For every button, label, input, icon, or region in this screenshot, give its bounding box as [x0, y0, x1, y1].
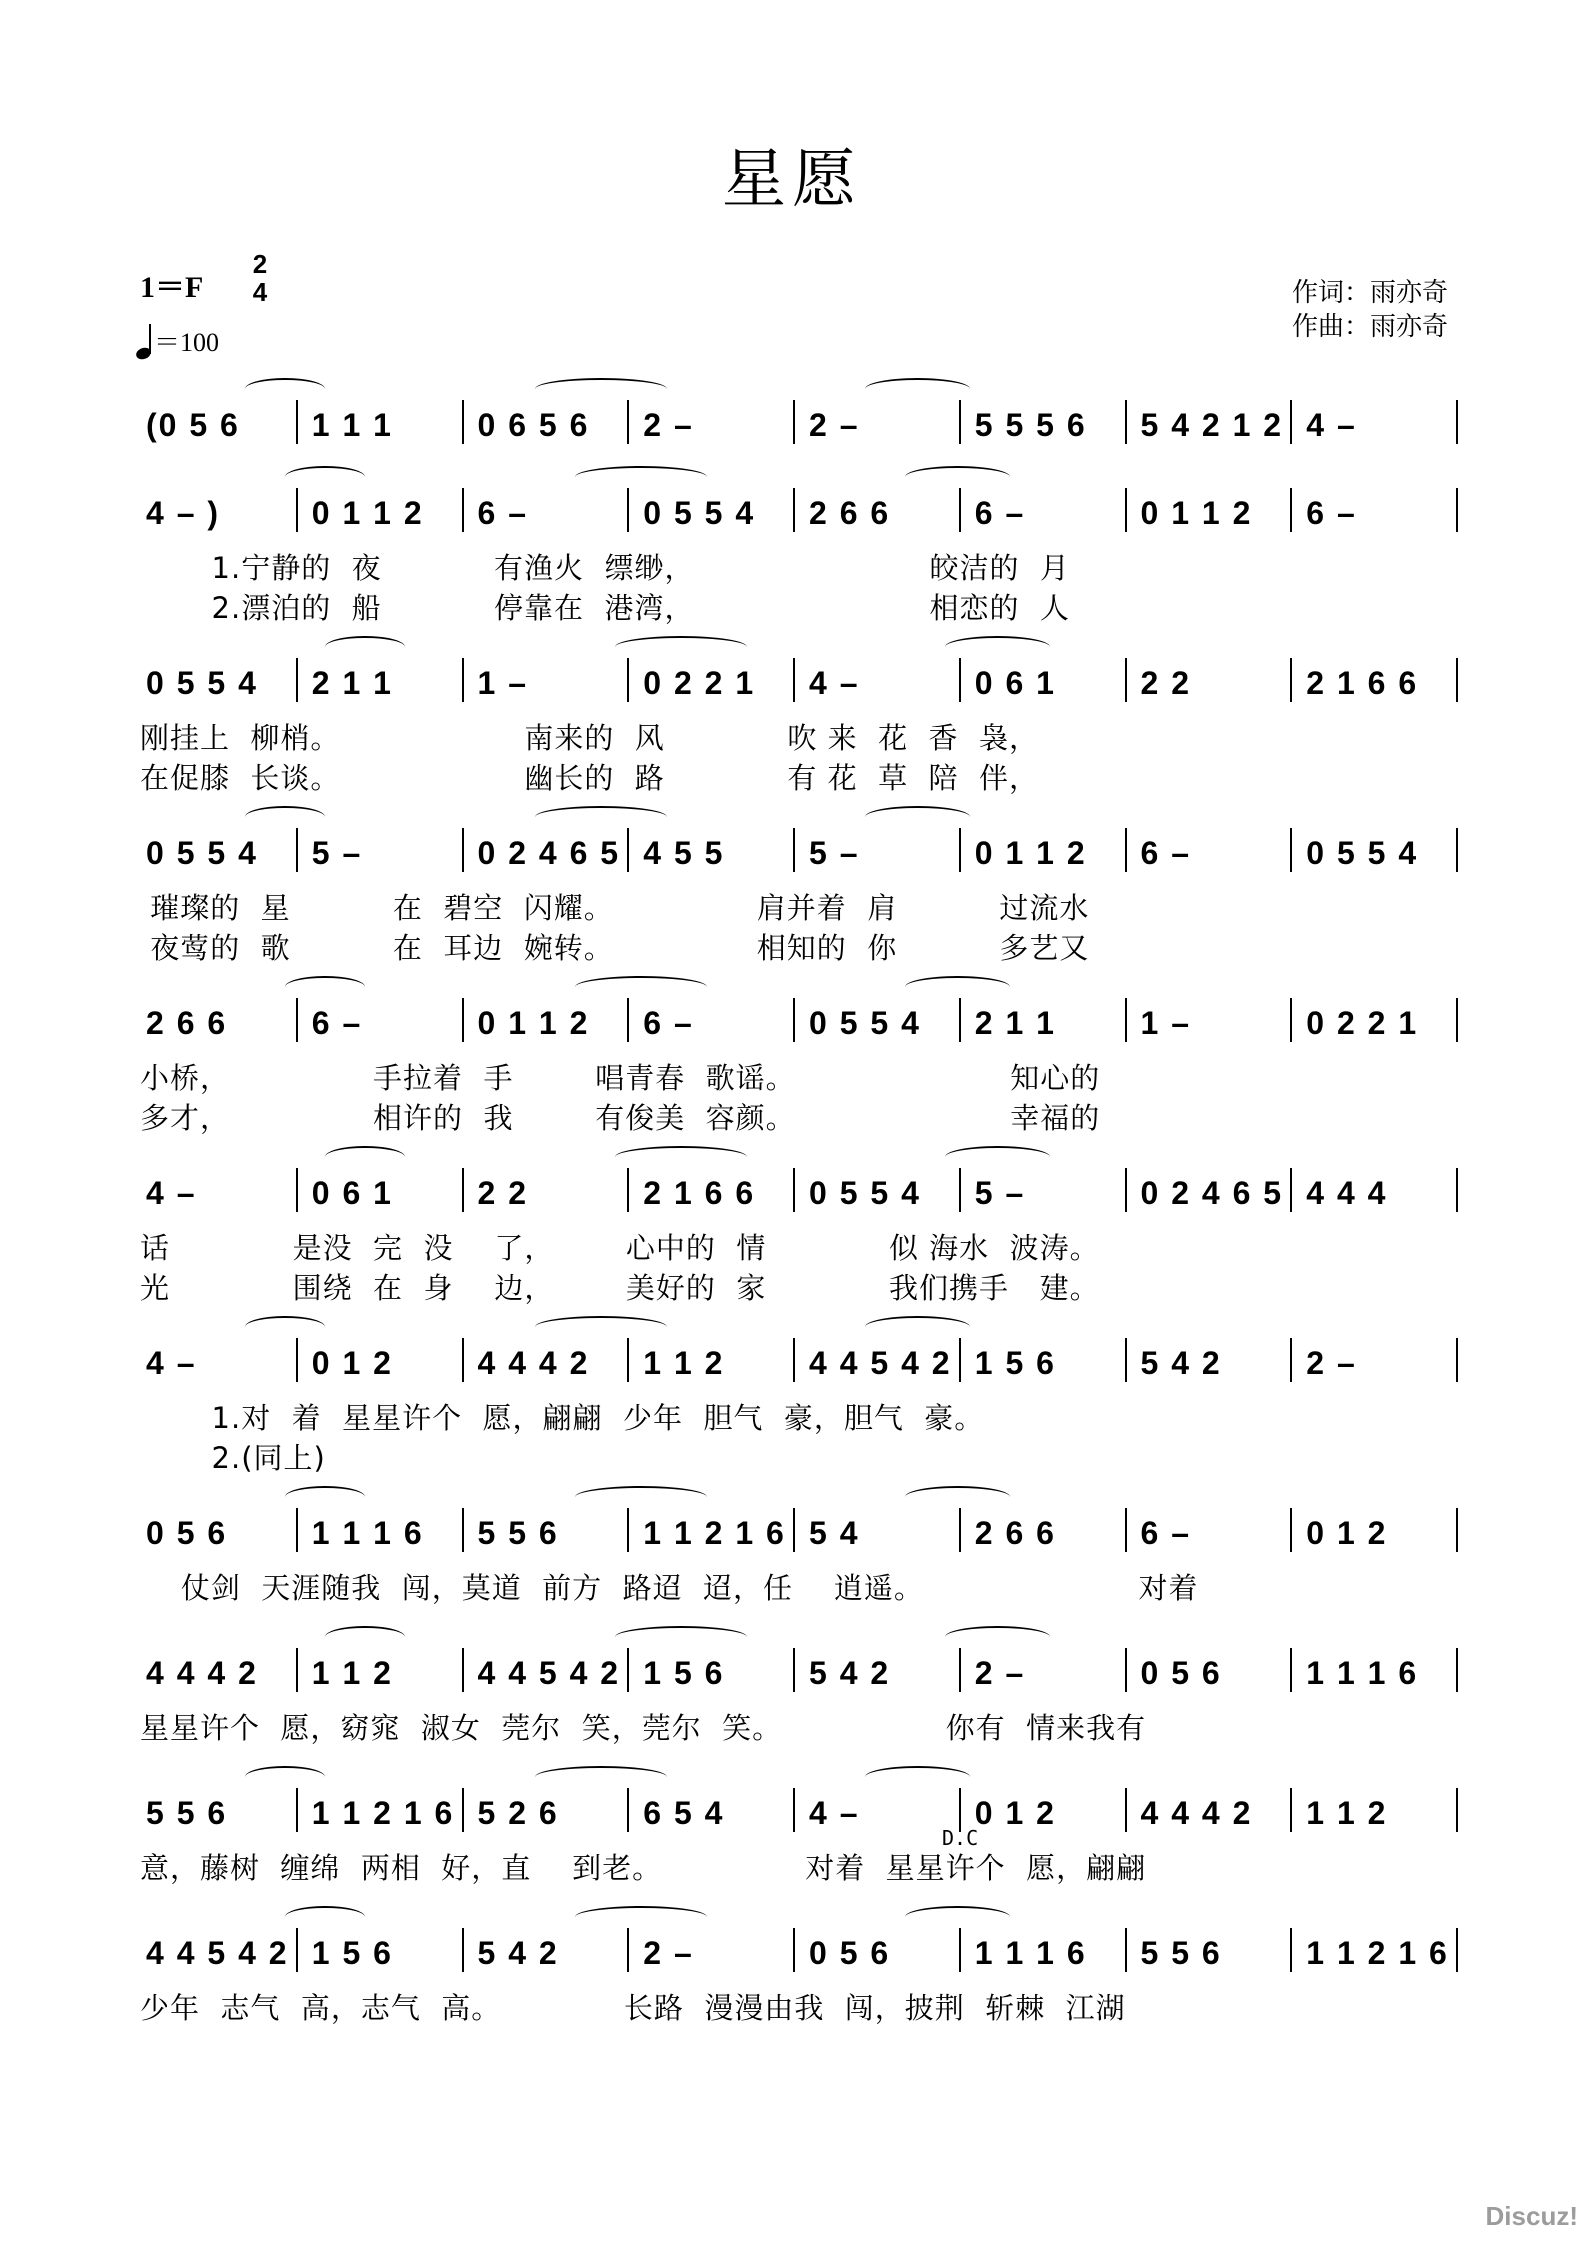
measure: 4 4 4 2 [140, 1648, 298, 1692]
measure: 6 – [298, 998, 464, 1042]
measure: 2 2 [464, 1168, 630, 1212]
staff-system [140, 998, 1458, 1042]
measure: 4 – [795, 658, 961, 702]
measure: 0 5 5 4 [140, 828, 298, 872]
staff-system [140, 488, 1458, 532]
time-signature-top: 2 [252, 249, 268, 279]
measure: 4 4 4 [1292, 1168, 1458, 1212]
note-row [140, 1788, 1458, 1832]
slur-mark [905, 1486, 1010, 1508]
measure: 2 6 6 [140, 998, 298, 1042]
measure: 0 5 6 [140, 1508, 298, 1552]
lyric-line: 少年 志气 高，志气 高。 长路 漫漫由我 闯，披荆 斩棘 江湖 [140, 1991, 1126, 2025]
measure: 0 5 6 [795, 1928, 961, 1972]
lyric-line: 仗剑 天涯随我 闯，莫道 前方 路迢 迢，任 逍遥。 对着 [140, 1571, 1199, 1605]
measure: 2 1 6 6 [1292, 658, 1458, 702]
lyric-line: 刚挂上 柳梢。 南来的 风 吹 来 花 香 袅， [140, 721, 1039, 755]
measure: 0 1 1 2 [961, 828, 1127, 872]
measure: 5 5 6 [1127, 1928, 1293, 1972]
measure: 1 1 1 6 [1292, 1648, 1458, 1692]
time-signature-bottom: 4 [252, 277, 268, 307]
measure: 5 5 5 6 [961, 400, 1127, 444]
measure: 4 – [140, 1338, 298, 1382]
slur-mark [245, 1766, 324, 1788]
slur-mark [325, 1626, 404, 1648]
lyric-line: 2.(同上) [140, 1441, 326, 1475]
measure: 5 2 6 [464, 1788, 630, 1832]
page-title: 星愿 [722, 143, 862, 217]
measure: 0 2 2 1 [629, 658, 795, 702]
staff-system [140, 1788, 1458, 1832]
measure: 2 1 6 6 [629, 1168, 795, 1212]
note-row [140, 1338, 1458, 1382]
staff-system [140, 1508, 1458, 1552]
slur-mark [325, 636, 404, 658]
measure: 5 4 2 [464, 1928, 630, 1972]
measure: 4 – [140, 1168, 298, 1212]
slur-mark [535, 806, 667, 828]
measure: 1 1 1 6 [961, 1928, 1127, 1972]
measure: 0 1 1 2 [1127, 488, 1293, 532]
measure: 1 1 2 [298, 1648, 464, 1692]
measure: 4 4 4 2 [464, 1338, 630, 1382]
slur-mark [285, 466, 364, 488]
composer-credit: 作曲：雨亦奇 [1291, 312, 1448, 342]
measure: 4 – ) [140, 488, 298, 532]
key-signature: 1＝F [140, 271, 204, 304]
slur-mark [905, 976, 1010, 998]
measure: 1 1 2 [1292, 1788, 1458, 1832]
note-row [140, 658, 1458, 702]
lyric-line: 璀璨的 星 在 碧空 闪耀。 肩并着 肩 过流水 [140, 891, 1090, 925]
measure: 1 1 2 [629, 1338, 795, 1382]
measure: 1 1 2 1 6 [298, 1788, 464, 1832]
watermark: Discuz! [1485, 2201, 1578, 2231]
measure: 4 – [795, 1788, 961, 1832]
slur-mark [945, 636, 1050, 658]
measure: 1 – [464, 658, 630, 702]
measure: 5 4 2 1 2 [1127, 400, 1293, 444]
slur-mark [285, 976, 364, 998]
measure: 2 1 1 [961, 998, 1127, 1042]
staff-system [140, 1168, 1458, 1212]
measure: 6 – [1292, 488, 1458, 532]
tempo-value: ＝100 [154, 328, 220, 357]
measure: 2 – [961, 1648, 1127, 1692]
slur-mark [945, 1146, 1050, 1168]
measure: 5 4 [795, 1508, 961, 1552]
slur-mark [285, 1906, 364, 1928]
note-row [140, 1928, 1458, 1972]
measure: 2 2 [1127, 658, 1293, 702]
lyricist-credit: 作词：雨亦奇 [1291, 278, 1448, 308]
slur-mark [535, 378, 667, 400]
measure: 4 5 5 [629, 828, 795, 872]
staff-system [140, 1338, 1458, 1382]
measure: 0 6 1 [298, 1168, 464, 1212]
measure: 0 1 1 2 [464, 998, 630, 1042]
staff-system [140, 828, 1458, 872]
lyric-line: 星星许个 愿，窈窕 淑女 莞尔 笑，莞尔 笑。 你有 情来我有 [140, 1711, 1147, 1745]
measure: 2 – [629, 400, 795, 444]
measure: 2 – [629, 1928, 795, 1972]
measure: 5 – [961, 1168, 1127, 1212]
slur-mark [535, 1316, 667, 1338]
slur-mark [615, 1146, 747, 1168]
staff-system [140, 658, 1458, 702]
lyric-line: 光 围绕 在 身 边， 美好的 家 我们携手 建。 [140, 1271, 1100, 1305]
slur-mark [245, 378, 324, 400]
slur-mark [905, 466, 1010, 488]
measure: 6 – [629, 998, 795, 1042]
lyric-line: 在促膝 长谈。 幽长的 路 有 花 草 陪 伴， [140, 761, 1039, 795]
measure: 2 – [1292, 1338, 1458, 1382]
slur-mark [945, 1626, 1050, 1648]
measure: 0 5 5 4 [140, 658, 298, 702]
slur-mark [245, 1316, 324, 1338]
measure: 1 5 6 [961, 1338, 1127, 1382]
measure: 0 2 2 1 [1292, 998, 1458, 1042]
measure: 4 4 5 4 2 [464, 1648, 630, 1692]
measure: 1 5 6 [629, 1648, 795, 1692]
measure: 4 4 5 4 2 [795, 1338, 961, 1382]
slur-mark [615, 1626, 747, 1648]
measure: 6 5 4 [629, 1788, 795, 1832]
staff-system [140, 1648, 1458, 1692]
note-row [140, 998, 1458, 1042]
measure: 0 6 1 [961, 658, 1127, 702]
measure: 0 5 6 [1127, 1648, 1293, 1692]
measure: 5 – [795, 828, 961, 872]
slur-mark [865, 1766, 970, 1788]
measure: 5 – [298, 828, 464, 872]
measure: 1 – [1127, 998, 1293, 1042]
slur-mark [325, 1146, 404, 1168]
measure: 0 1 2 [961, 1788, 1127, 1832]
measure: 5 5 6 [464, 1508, 630, 1552]
measure: 6 – [1127, 1508, 1293, 1552]
slur-mark [865, 1316, 970, 1338]
slur-mark [905, 1906, 1010, 1928]
measure: 1 1 1 [298, 400, 464, 444]
note-row [140, 400, 1458, 444]
note-row [140, 1508, 1458, 1552]
staff-system [140, 1928, 1458, 1972]
note-row [140, 488, 1458, 532]
lyric-line: 小桥， 手拉着 手 唱青春 歌谣。 知心的 [140, 1061, 1101, 1095]
slur-mark [615, 636, 747, 658]
measure: 4 4 4 2 [1127, 1788, 1293, 1832]
measure: 0 5 5 4 [795, 1168, 961, 1212]
measure: 5 4 2 [1127, 1338, 1293, 1382]
measure: 0 5 5 4 [1292, 828, 1458, 872]
measure: (0 5 6 [140, 400, 298, 444]
measure: 1 1 2 1 6 [629, 1508, 795, 1552]
measure: 0 1 2 [1292, 1508, 1458, 1552]
measure: 0 5 5 4 [629, 488, 795, 532]
lyric-line: 1.对 着 星星许个 愿，翩翩 少年 胆气 豪，胆气 豪。 [140, 1401, 985, 1435]
measure: 5 4 2 [795, 1648, 961, 1692]
measure: 1 5 6 [298, 1928, 464, 1972]
lyric-line: 话 是没 完 没 了， 心中的 情 似 海水 波涛。 [140, 1231, 1100, 1265]
lyric-line: 意，藤树 缠绵 两相 好，直 到老。 对着 星星许个 愿，翩翩 [140, 1851, 1147, 1885]
slur-mark [535, 1766, 667, 1788]
measure: 2 1 1 [298, 658, 464, 702]
measure: 6 – [464, 488, 630, 532]
measure: 1 1 2 1 6 [1292, 1928, 1458, 1972]
measure: 0 2 4 6 5 [1127, 1168, 1293, 1212]
slur-mark [865, 378, 970, 400]
slur-mark [285, 1486, 364, 1508]
slur-mark [575, 976, 707, 998]
measure: 2 6 6 [961, 1508, 1127, 1552]
note-row [140, 828, 1458, 872]
measure: 4 – [1292, 400, 1458, 444]
slur-mark [865, 806, 970, 828]
slur-mark [575, 1486, 707, 1508]
measure: 1 1 1 6 [298, 1508, 464, 1552]
measure: 4 4 5 4 2 [140, 1928, 298, 1972]
measure: 0 2 4 6 5 [464, 828, 630, 872]
lyric-line: 多才， 相许的 我 有俊美 容颜。 幸福的 [140, 1101, 1101, 1135]
measure: 0 1 2 [298, 1338, 464, 1382]
note-row [140, 1648, 1458, 1692]
measure: 2 6 6 [795, 488, 961, 532]
da-capo-mark: D.C [942, 1826, 979, 1850]
measure: 0 1 1 2 [298, 488, 464, 532]
lyric-line: 夜莺的 歌 在 耳边 婉转。 相知的 你 多艺又 [140, 931, 1090, 965]
measure: 0 5 5 4 [795, 998, 961, 1042]
measure: 6 – [1127, 828, 1293, 872]
lyric-line: 1.宁静的 夜 有渔火 缥缈， 皎洁的 月 [140, 551, 1070, 585]
lyric-line: 2.漂泊的 船 停靠在 港湾， 相恋的 人 [140, 591, 1070, 625]
staff-system [140, 400, 1458, 444]
measure: 5 5 6 [140, 1788, 298, 1832]
note-row [140, 1168, 1458, 1212]
measure: 0 6 5 6 [464, 400, 630, 444]
slur-mark [575, 466, 707, 488]
measure: 2 – [795, 400, 961, 444]
slur-mark [575, 1906, 707, 1928]
measure: 6 – [961, 488, 1127, 532]
slur-mark [245, 806, 324, 828]
